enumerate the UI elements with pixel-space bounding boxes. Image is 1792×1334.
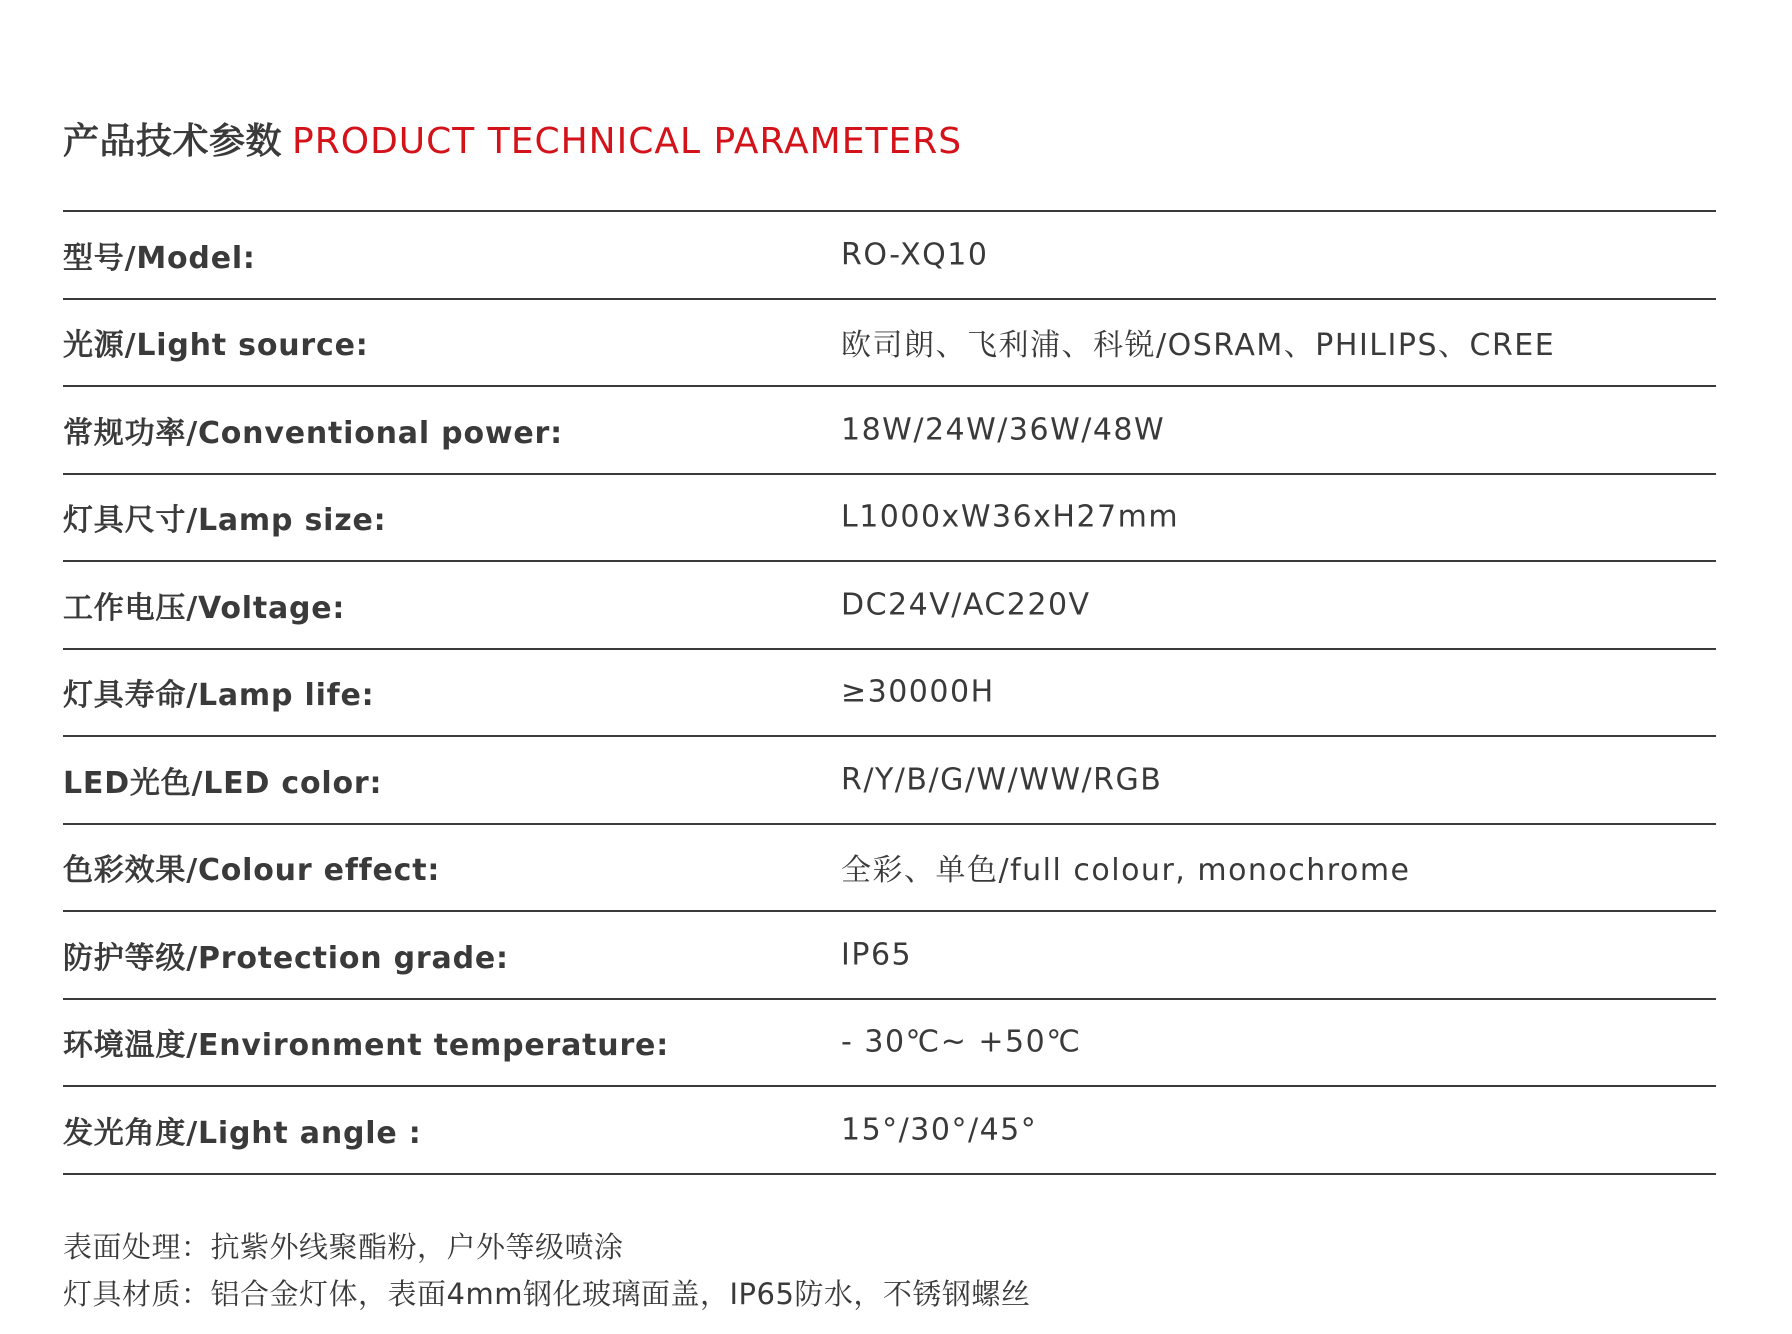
section-heading: [63, 118, 962, 166]
note-surface-treatment: 表面处理：抗紫外线聚酯粉，户外等级喷涂: [63, 1230, 624, 1264]
heading-english: PRODUCT TECHNICAL PARAMETERS: [292, 121, 963, 162]
heading-chinese: 产品技术参数: [63, 121, 283, 162]
spec-value: L1000xW36xH27mm: [841, 499, 1180, 535]
spec-value: 18W/24W/36W/48W: [841, 412, 1166, 448]
spec-row-colour-effect: [63, 825, 1716, 913]
spec-value: R/Y/B/G/W/WW/RGB: [841, 762, 1163, 798]
spec-row-voltage: [63, 562, 1716, 650]
spec-row-power: [63, 387, 1716, 475]
spec-value: RO-XQ10: [841, 237, 989, 273]
note-lamp-material: 灯具材质：铝合金灯体，表面4mm钢化玻璃面盖，IP65防水，不锈钢螺丝: [63, 1277, 1031, 1311]
spec-row-protection-grade: [63, 912, 1716, 1000]
spec-label: 光源/Light source:: [63, 328, 369, 364]
spec-label: 色彩效果/Colour effect:: [63, 853, 441, 889]
spec-value: 15°/30°/45°: [841, 1112, 1038, 1148]
spec-table: [63, 210, 1716, 1175]
spec-value: - 30℃~ +50℃: [841, 1024, 1082, 1060]
spec-value: IP65: [841, 937, 913, 973]
notes: [63, 1224, 1030, 1318]
spec-label: 发光角度/Light angle :: [63, 1115, 422, 1151]
spec-label: 灯具寿命/Lamp life:: [63, 678, 375, 714]
spec-label: 型号/Model:: [63, 240, 256, 276]
spec-label: 环境温度/Environment temperature:: [63, 1028, 670, 1064]
spec-value: 欧司朗、飞利浦、科锐/OSRAM、PHILIPS、CREE: [841, 328, 1556, 364]
spec-row-lamp-size: [63, 475, 1716, 563]
spec-row-led-color: [63, 737, 1716, 825]
spec-row-light-source: [63, 300, 1716, 388]
spec-value: 全彩、单色/full colour, monochrome: [841, 853, 1411, 889]
spec-label: LED光色/LED color:: [63, 765, 383, 801]
spec-row-lamp-life: [63, 650, 1716, 738]
spec-row-light-angle: [63, 1087, 1716, 1175]
spec-value: ≥30000H: [841, 674, 995, 710]
spec-label: 工作电压/Voltage:: [63, 590, 346, 626]
spec-label: 灯具尺寸/Lamp size:: [63, 503, 387, 539]
spec-label: 常规功率/Conventional power:: [63, 415, 563, 451]
spec-row-model: [63, 212, 1716, 300]
spec-label: 防护等级/Protection grade:: [63, 940, 509, 976]
spec-value: DC24V/AC220V: [841, 587, 1091, 623]
spec-row-temperature: [63, 1000, 1716, 1088]
